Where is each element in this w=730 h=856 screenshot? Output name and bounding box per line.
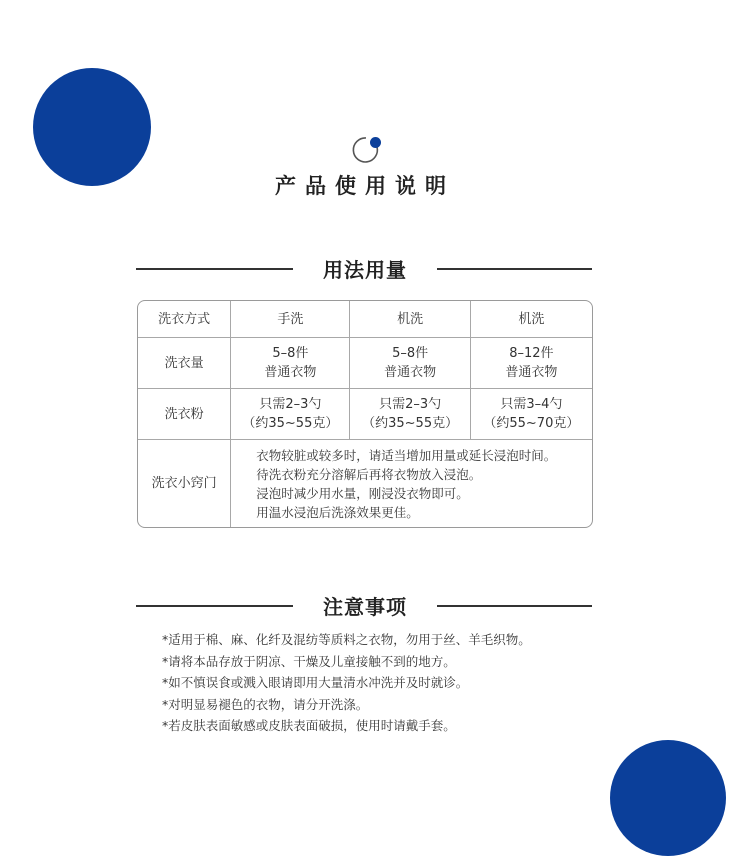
table-header-cell: 机洗 bbox=[471, 301, 592, 338]
table-header-cell: 机洗 bbox=[350, 301, 470, 338]
cell-line: 普通衣物 bbox=[384, 365, 437, 380]
table-header-cell: 手洗 bbox=[231, 301, 350, 338]
usage-table bbox=[137, 300, 593, 528]
decorative-blue-circle-top-left bbox=[33, 68, 151, 186]
note-item: *若皮肤表面敏感或皮肤表面破损，使用时请戴手套。 bbox=[162, 718, 456, 733]
row-label: 洗衣量 bbox=[138, 338, 231, 389]
table-header-cell: 洗衣方式 bbox=[138, 301, 231, 338]
tip-line: 用温水浸泡后洗涤效果更佳。 bbox=[256, 504, 419, 520]
tip-line: 待洗衣粉充分溶解后再将衣物放入浸泡。 bbox=[256, 466, 482, 482]
heading-rule-right bbox=[437, 605, 592, 607]
row-label: 洗衣粉 bbox=[138, 389, 231, 440]
cell-line: 5–8件 bbox=[272, 346, 309, 361]
heading-rule-right bbox=[437, 268, 592, 270]
cell-line: （约35~55克） bbox=[362, 416, 459, 431]
note-item: *请将本品存放于阴凉、干燥及儿童接触不到的地方。 bbox=[162, 653, 456, 669]
cell-line: 普通衣物 bbox=[264, 365, 317, 380]
cell-line: 8–12件 bbox=[509, 346, 554, 361]
cell-line: 只需2–3勺 bbox=[259, 397, 322, 412]
table-cell bbox=[471, 389, 592, 440]
row-label: 洗衣小窍门 bbox=[138, 440, 231, 527]
heading-rule-left bbox=[136, 605, 293, 607]
heading-rule-left bbox=[136, 268, 293, 270]
cell-line: 只需2–3勺 bbox=[379, 397, 442, 412]
table-cell bbox=[350, 338, 470, 389]
note-item: *对明显易褪色的衣物，请分开洗涤。 bbox=[162, 696, 369, 712]
notes-list bbox=[162, 629, 582, 737]
usage-section-heading bbox=[0, 254, 730, 284]
cell-line: （约55~70克） bbox=[483, 416, 580, 431]
table-cell bbox=[231, 338, 350, 389]
note-item: *如不慎误食或溅入眼请即用大量清水冲洗并及时就诊。 bbox=[162, 675, 469, 690]
cell-line: 普通衣物 bbox=[505, 365, 558, 380]
circle-dot-icon bbox=[349, 133, 383, 167]
table-header-row bbox=[138, 301, 592, 338]
table-cell bbox=[350, 389, 470, 440]
table-row-tips bbox=[138, 440, 592, 527]
notes-section-heading bbox=[0, 591, 730, 621]
cell-line: 只需3–4勺 bbox=[500, 397, 563, 412]
usage-heading-label: 用法用量 bbox=[323, 258, 407, 282]
table-cell bbox=[471, 338, 592, 389]
notes-heading-label: 注意事项 bbox=[323, 595, 407, 619]
decorative-blue-circle-bottom-right bbox=[610, 740, 726, 856]
table-row-powder-amount bbox=[138, 389, 592, 440]
cell-line: 5–8件 bbox=[392, 346, 429, 361]
table-row-laundry-amount bbox=[138, 338, 592, 389]
cell-line: （约35~55克） bbox=[242, 416, 339, 431]
note-item: *适用于棉、麻、化纤及混纺等质料之衣物，勿用于丝、羊毛织物。 bbox=[162, 632, 531, 647]
tip-line: 衣物较脏或较多时，请适当增加用量或延长浸泡时间。 bbox=[256, 447, 557, 463]
table-cell bbox=[231, 389, 350, 440]
tips-cell bbox=[231, 440, 592, 527]
tip-line: 浸泡时减少用水量，刚浸没衣物即可。 bbox=[256, 485, 469, 501]
page-title: 产品使用说明 bbox=[275, 174, 455, 198]
